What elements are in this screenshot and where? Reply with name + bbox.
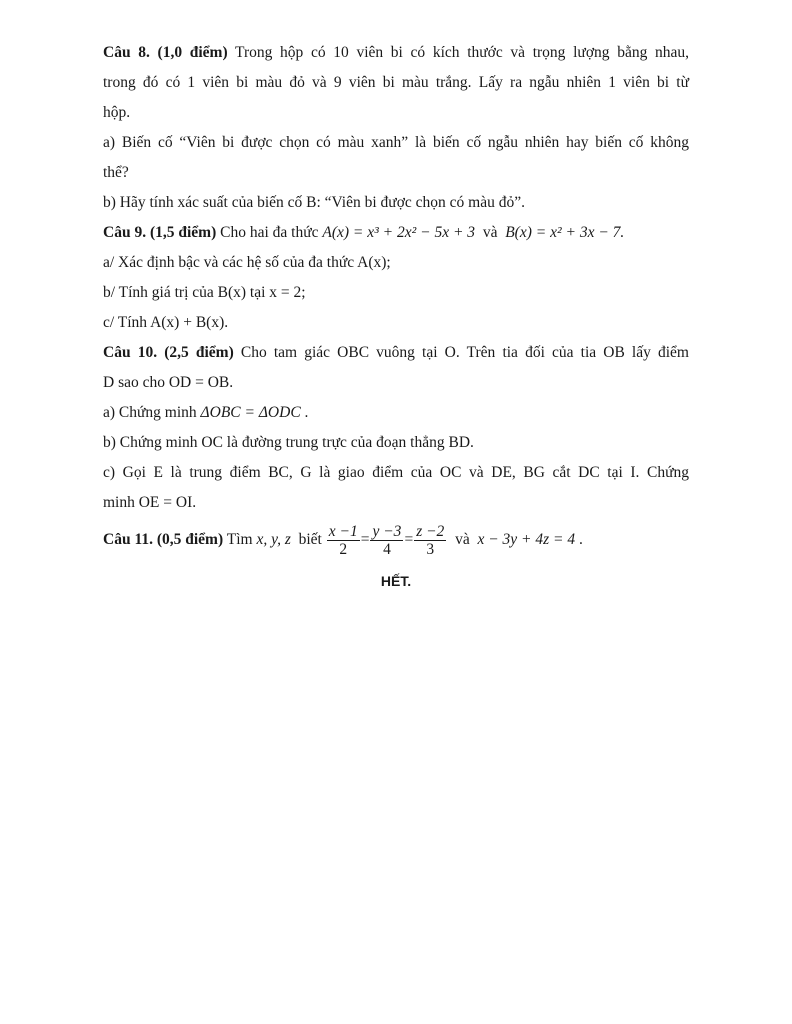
q8-part-a-2: thể? [103,164,129,181]
q11-vars: x, y, z [256,531,291,548]
q11-fraction-1-numerator: x −1 [328,522,358,540]
q11-fraction-1 [327,523,360,558]
q9-poly-a: A(x) = x³ + 2x² − 5x + 3 [322,224,476,241]
q11-fraction-3-numerator: z −2 [416,522,445,540]
q11-fraction-2-numerator: y −3 [372,522,402,540]
q11-label: Câu 11. (0,5 điểm) [103,531,224,548]
q11-equals-2: = [404,531,414,548]
q11-and: và [447,531,478,548]
q8-text-1: Trong hộp có 10 viên bi có kích thước và trọng lượng bằng nhau, [227,44,689,61]
q9-line-1 [103,218,689,248]
q10-text-1: Cho tam giác OBC vuông tại O. Trên tia đối của tia OB lấy điểm [233,344,689,361]
q11-fraction-1-denominator: 2 [339,540,348,558]
q10-part-a [103,398,689,428]
q10-part-b: b) Chứng minh OC là đường trung trực của đoạn thẳng BD. [103,434,474,451]
q11-fraction-3 [414,523,446,558]
q10-part-c-2: minh OE = OI. [103,494,197,511]
end-marker: HẾT. [380,573,412,589]
q9-poly-b: B(x) = x² + 3x − 7. [505,224,625,241]
q9-intro: Cho hai đa thức [216,224,323,241]
q11-fraction-3-denominator: 3 [426,540,435,558]
q8-part-a-1: a) Biến cố “Viên bi được chọn có màu xanh” là biến cố ngẫu nhiên hay biến cố không [103,134,689,151]
q10-line-2: D sao cho OD = OB. [103,374,234,391]
q11-line [103,518,689,562]
q10-part-a-expr: ΔOBC = ΔODC [200,404,301,421]
q11-end: . [575,531,583,548]
q9-part-a: a/ Xác định bậc và các hệ số của đa thức A(x); [103,254,391,271]
q11-biet: biết [290,531,326,548]
q10-line-1 [103,338,689,368]
q9-part-b: b/ Tính giá trị của B(x) tại x = 2; [103,284,306,301]
q11-condition: x − 3y + 4z = 4 [477,531,576,548]
q8-line-1 [103,38,689,68]
q9-part-c: c/ Tính A(x) + B(x). [103,314,229,331]
q11-fraction-2 [370,523,403,558]
q11-fraction-2-denominator: 4 [383,540,391,558]
q11-intro: Tìm [223,531,257,548]
q9-and: và [475,224,506,241]
q8-part-b: b) Hãy tính xác suất của biến cố B: “Viên bi được chọn có màu đỏ”. [103,194,525,211]
q11-equals-1: = [360,531,370,548]
q9-label: Câu 9. (1,5 điểm) [103,224,217,241]
q10-label: Câu 10. (2,5 điểm) [103,344,234,361]
q10-part-c-1: c) Gọi E là trung điểm BC, G là giao điểm của OC và DE, BG cắt DC tại I. Chứng [103,464,689,481]
q8-line-3: hộp. [103,104,131,121]
q8-label: Câu 8. (1,0 điểm) [103,44,228,61]
document-page [103,38,689,596]
q8-line-2: trong đó có 1 viên bi màu đỏ và 9 viên bi màu trắng. Lấy ra ngẫu nhiên 1 viên bi từ [103,74,689,91]
q10-part-a-text: a) Chứng minh [103,404,201,421]
q10-part-a-end: . [300,404,309,421]
